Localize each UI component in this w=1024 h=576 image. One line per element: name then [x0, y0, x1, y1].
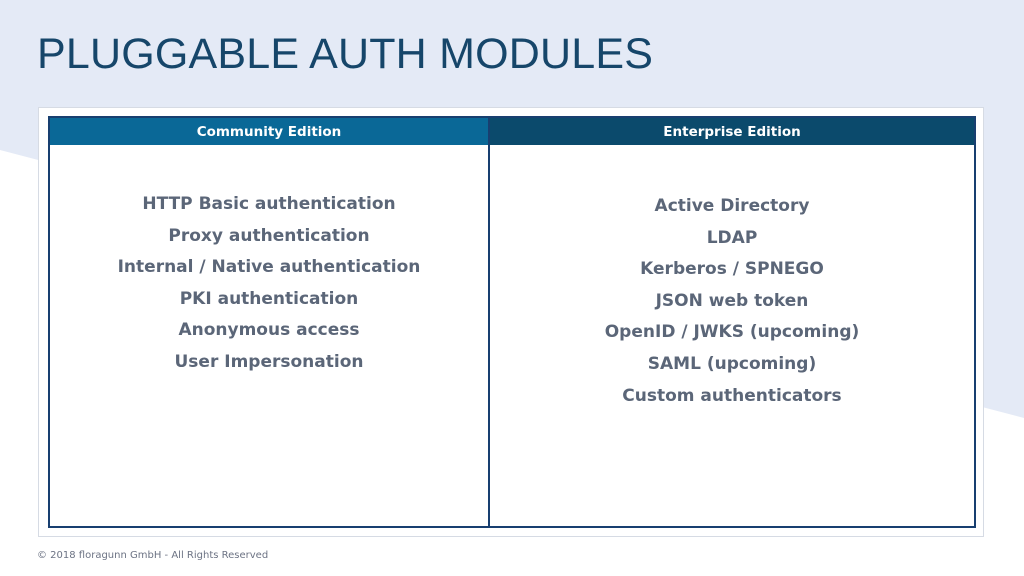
- enterprise-feature-list: [490, 145, 974, 412]
- feature-item: PKI authentication: [179, 288, 359, 309]
- feature-item: Kerberos / SPNEGO: [640, 259, 824, 280]
- feature-item: HTTP Basic authentication: [142, 194, 396, 214]
- feature-item: JSON web token: [655, 290, 809, 311]
- feature-item: LDAP: [706, 227, 758, 248]
- feature-item: SAML (upcoming): [647, 353, 817, 374]
- feature-item: Active Directory: [654, 196, 810, 216]
- copyright-footer: © 2018 floragunn GmbH - All Rights Reserved: [37, 550, 269, 561]
- community-edition-column: [50, 118, 490, 526]
- feature-item: Proxy authentication: [168, 225, 370, 246]
- community-edition-header: Community Edition: [50, 118, 488, 145]
- slide-title: PLUGGABLE AUTH MODULES: [37, 30, 654, 78]
- enterprise-edition-header: Enterprise Edition: [490, 118, 974, 145]
- feature-item: Custom authenticators: [622, 385, 842, 406]
- community-feature-list: [50, 145, 488, 379]
- feature-item: Anonymous access: [178, 320, 360, 341]
- feature-item: Internal / Native authentication: [117, 257, 421, 278]
- feature-item: OpenID / JWKS (upcoming): [604, 322, 860, 343]
- enterprise-edition-column: [490, 118, 974, 526]
- feature-item: User Impersonation: [174, 351, 364, 372]
- edition-comparison-table: [48, 116, 976, 528]
